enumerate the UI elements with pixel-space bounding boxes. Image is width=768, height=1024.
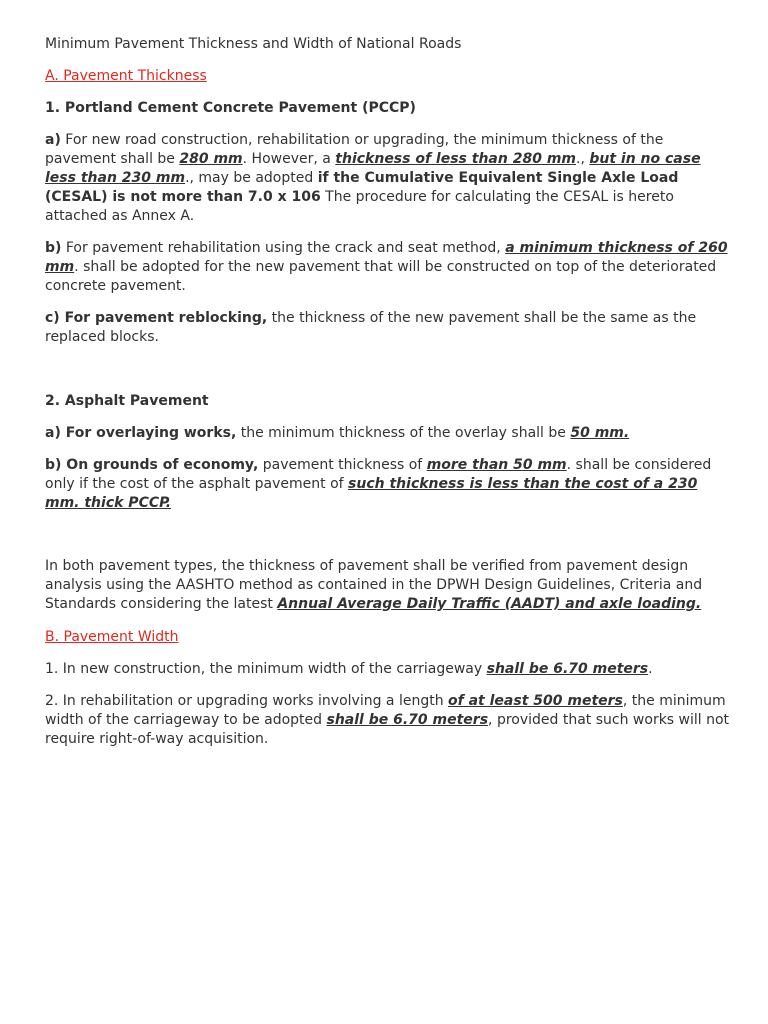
pccp-b-line-1	[45, 239, 728, 258]
emphasis-mm: mm	[45, 259, 75, 275]
pccp-a-line-1	[45, 131, 663, 150]
text: . shall be considered	[566, 457, 712, 473]
asphalt-b-line-1	[45, 456, 711, 475]
pccp-a-label: a)	[45, 132, 61, 148]
emphasis-aadt: Annual Average Daily Traffic (AADT) and axle loading.	[277, 596, 702, 612]
note-line-2: analysis using the AASHTO method as contained in the DPWH Design Guidelines, Criteria and	[45, 577, 703, 593]
cesal-limit: (CESAL) is not more than 7.0 x 106	[45, 189, 321, 205]
width-para-2-line-2	[45, 711, 729, 730]
document-title: Minimum Pavement Thickness and Width of National Roads	[45, 36, 462, 52]
asphalt-a-label: a) For overlaying works,	[45, 425, 237, 441]
emphasis-more-than-50: more than 50 mm	[426, 457, 567, 473]
text: the minimum thickness of the overlay shall be	[236, 425, 571, 441]
pccp-b-line-3: concrete pavement.	[45, 278, 186, 294]
pccp-c-label: c) For pavement reblocking,	[45, 310, 268, 326]
emphasis-thick-pccp: mm. thick PCCP.	[45, 495, 172, 511]
asphalt-heading: 2. Asphalt Pavement	[45, 393, 209, 409]
text: .	[648, 661, 653, 677]
text: .,	[576, 151, 590, 167]
text: , the minimum	[622, 693, 726, 709]
width-para-1	[45, 660, 653, 679]
text: . However, a	[242, 151, 336, 167]
text: For pavement rehabilitation using the crack and seat method,	[61, 240, 506, 256]
pccp-c-line-1	[45, 309, 696, 328]
emphasis-less-than-280: thickness of less than 280 mm	[335, 151, 576, 167]
text: Standards considering the latest	[45, 596, 278, 612]
asphalt-b-label: b) On grounds of economy,	[45, 457, 259, 473]
emphasis-50mm: 50 mm.	[570, 425, 630, 441]
text: . shall be adopted for the new pavement that will be constructed on top of the deteriorated	[74, 259, 717, 275]
emphasis-280mm: 280 mm	[179, 151, 243, 167]
emphasis-670m-2: shall be 6.70 meters	[326, 712, 489, 728]
pccp-b-label: b)	[45, 240, 62, 256]
asphalt-b-line-2	[45, 475, 697, 494]
text: , provided that such works will not	[488, 712, 730, 728]
text: pavement shall be	[45, 151, 180, 167]
note-line-3	[45, 595, 701, 614]
text: width of the carriageway to be adopted	[45, 712, 327, 728]
text: the thickness of the new pavement shall be the same as the	[267, 310, 697, 326]
width-para-2-line-1	[45, 692, 726, 711]
cesal-condition: if the Cumulative Equivalent Single Axle Load	[317, 170, 679, 186]
asphalt-a-line-1	[45, 424, 629, 443]
pccp-a-line-5: attached as Annex A.	[45, 208, 195, 224]
emphasis-230mm: less than 230 mm	[45, 170, 186, 186]
section-b-heading: B. Pavement Width	[45, 629, 179, 645]
pccp-heading: 1. Portland Cement Concrete Pavement (PCCP)	[45, 100, 416, 116]
emphasis-500m: of at least 500 meters	[448, 693, 623, 709]
section-a-heading: A. Pavement Thickness	[45, 68, 207, 84]
text: only if the cost of the asphalt pavement of	[45, 476, 349, 492]
note-line-1: In both pavement types, the thickness of pavement shall be verified from pavement design	[45, 558, 689, 574]
pccp-a-line-2	[45, 150, 701, 169]
text: ., may be adopted	[185, 170, 318, 186]
emphasis-260: a minimum thickness of 260	[505, 240, 728, 256]
width-para-2-line-3: require right-of-way acquisition.	[45, 731, 269, 747]
text: For new road construction, rehabilitation or upgrading, the minimum thickness of the	[60, 132, 664, 148]
pccp-b-line-2	[45, 258, 716, 277]
pccp-a-line-4	[45, 188, 674, 207]
pccp-a-line-3	[45, 169, 678, 188]
text: The procedure for calculating the CESAL is hereto	[320, 189, 674, 205]
text: 2. In rehabilitation or upgrading works involving a length	[45, 693, 449, 709]
emphasis-no-case: but in no case	[589, 151, 701, 167]
emphasis-670m: shall be 6.70 meters	[486, 661, 649, 677]
asphalt-b-line-3	[45, 494, 171, 513]
text: 1. In new construction, the minimum width of the carriageway	[45, 661, 487, 677]
emphasis-cost-230: such thickness is less than the cost of a 230	[348, 476, 698, 492]
text: pavement thickness of	[258, 457, 427, 473]
pccp-c-line-2: replaced blocks.	[45, 329, 159, 345]
